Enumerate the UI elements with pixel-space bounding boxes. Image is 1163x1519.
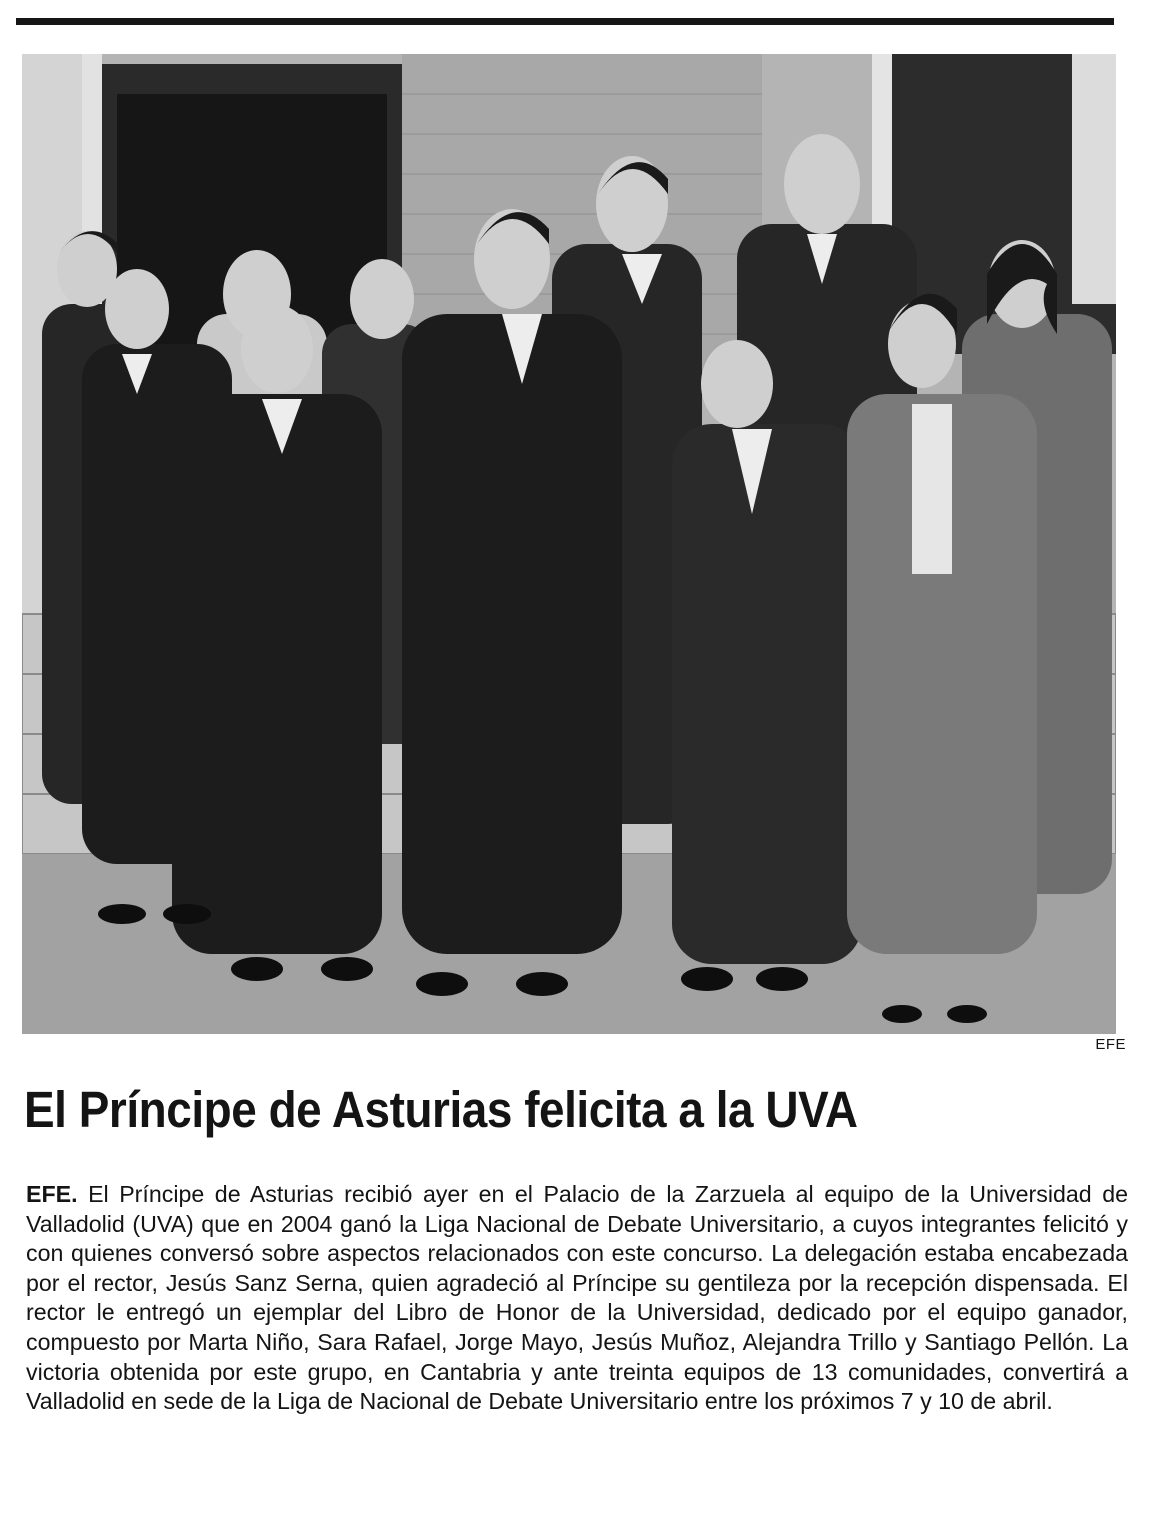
photo-credit: EFE xyxy=(1095,1036,1126,1053)
headline: El Príncipe de Asturias felicita a la UVA xyxy=(24,1081,858,1138)
agency-label: EFE. xyxy=(26,1181,78,1207)
top-rule xyxy=(16,18,1114,25)
article-text: El Príncipe de Asturias recibió ayer en el Palacio de la Zarzuela al equipo de la Universidad de Valladolid (UVA) que en 2004 ganó la Liga Nacional de Debate Universitario, a cuyos integrantes felicitó y con quienes conversó sobre aspectos relacionados con este concurso. La delegación estaba encabezada por el rector, Jesús Sanz Serna, quien agradeció al Príncipe su gentileza por la recepción dispensada. El rector le entregó un ejemplar del Libro de Honor de la Universidad, dedicado por el equipo ganador, compuesto por Marta Niño, Sara Rafael, Jorge Mayo, Jesús Muñoz, Alejandra Trillo y Santiago Pellón. La victoria obtenida por este grupo, en Cantabria y ante treinta equipos de 13 comunidades, convertirá a Valladolid en sede de la Liga de Nacional de Debate Universitario entre los próximos 7 y 10 de abril. xyxy=(26,1181,1128,1415)
article-body xyxy=(26,1180,1128,1417)
news-photo xyxy=(22,54,1116,1034)
